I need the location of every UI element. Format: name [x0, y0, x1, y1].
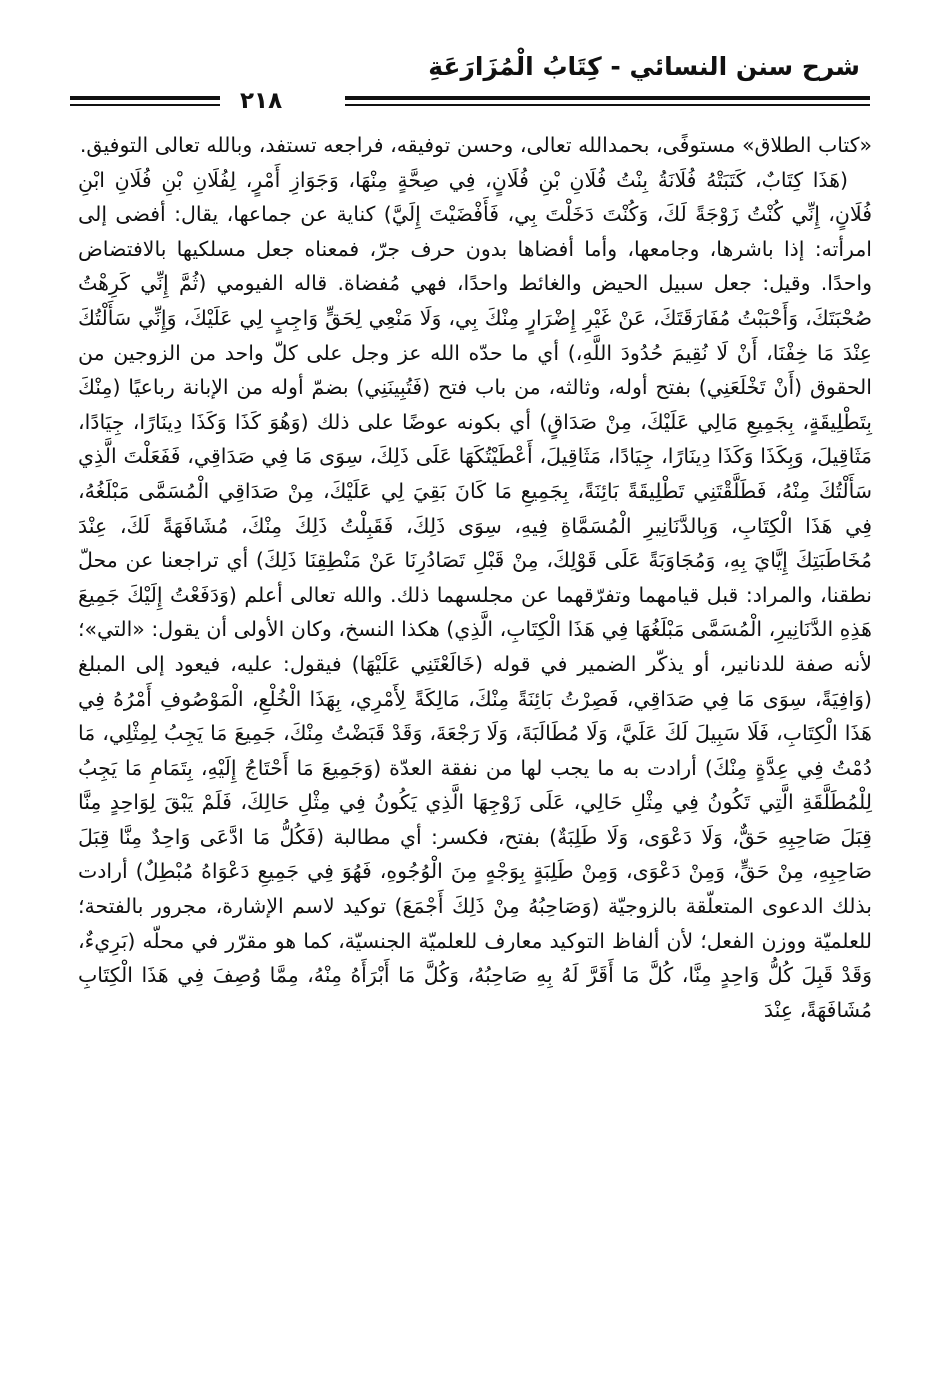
paragraph-1: «كتاب الطلاق» مستوفًى، بحمدالله تعالى، وحسن توفيقه، فراجعه تستفد، وبالله تعالى التوفيق.	[79, 133, 872, 157]
page-number: ٢١٨	[230, 88, 292, 114]
header-rule-thick	[70, 96, 870, 100]
header-rule-thin	[70, 104, 870, 106]
body-text	[78, 128, 872, 1027]
running-title: شرح سنن النسائي - كِتَابُ الْمُزَارَعَةِ	[428, 52, 860, 81]
paragraph-2: (هَذَا كِتَابٌ، كَتَبَتْهُ فُلَانَةُ بِنْتُ فُلَانِ بْنِ فُلَانٍ، فِي صِحَّةٍ مِنْهَا، وَجَوَازِ أَمْرٍ، لِفُلَانِ بْنِ فُلَانِ ابْنِ فُلَانٍ، إِنِّي كُنْتُ زَوْجَةً لَكَ، وَكُنْتَ دَخَلْتَ بِي، فَأَفْضَيْتَ إِلَيَّ) كناية عن جماعها، يقال: أفضى إلى امرأته: إذا باشرها، وجامعها، وأما أفضاها بدون حرف جرّ، فمعناه جعل مسلكيها بالافتضاض واحدًا. وقيل: جعل سبيل الحيض والغائط واحدًا، فهي مُفضاة. قاله الفيومي (ثُمَّ إِنِّي كَرِهْتُ صُحْبَتَكَ، وَأَحْبَبْتُ مُفَارَقَتَكَ، عَنْ غَيْرِ إِضْرَارٍ مِنْكَ بِي، وَلَا مَنْعِي لِحَقٍّ وَاجِبٍ لِي عَلَيْكَ، وَإِنِّي سَأَلْتُكَ عِنْدَ مَا خِفْنَا، أَنْ لَا نُقِيمَ حُدُودَ اللَّهِ،) أي ما حدّه الله عز وجل على كلّ واحد من الزوجين من الحقوق (أَنْ تَخْلَعَنِي) بفتح أوله، وثالثه، من باب فتح (فَتُبِينَنِي) بضمّ أوله من الإبانة رباعيًا (مِنْكَ بِتَطْلِيقَةٍ، بِجَمِيعِ مَالِي عَلَيْكَ، مِنْ صَدَاقٍ) أي بكونه عوضًا على ذلك (وَهُوَ كَذَا وَكَذَا دِينَارًا، جِيَادًا، مَثَاقِيلَ، وَبِكَذَا وَكَذَا دِينَارًا، جِيَادًا، مَثَاقِيلَ، أَعْطَيْتُكَهَا عَلَى ذَلِكَ، سِوَى مَا فِي صَدَاقِي، فَفَعَلْتَ الَّذِي سَأَلْتُكَ مِنْهُ، فَطَلَّقْتَنِي تَطْلِيقَةً بَائِنَةً، بِجَمِيعِ مَا كَانَ بَقِيَ لِي عَلَيْكَ، مِنْ صَدَاقِي الْمُسَمَّى مَبْلَغُهُ، فِي هَذَا الْكِتَابِ، وَبِالدَّنَانِيرِ الْمُسَمَّاةِ فِيهِ، سِوَى ذَلِكَ، فَقَبِلْتُ ذَلِكَ مِنْكَ، مُشَافَهَةً لَكَ، عِنْدَ مُخَاطَبَتِكَ إِيَّايَ بِهِ، وَمُجَاوَبَةً عَلَى قَوْلِكَ، مِنْ قَبْلِ تَصَادُرِنَا عَنْ مَنْطِقِنَا ذَلِكَ) أي تراجعنا عن محلّ نطقنا، والمراد: قبل قيامهما وتفرّقهما عن مجلسهما ذلك. والله تعالى أعلم (وَدَفَعْتُ إِلَيْكَ جَمِيعَ هَذِهِ الدَّنَانِيرِ، الْمُسَمَّى مَبْلَغُهَا فِي هَذَا الْكِتَابِ، الَّذِي) هكذا النسخ، وكان الأولى أن يقول: «التي»؛ لأنه صفة للدنانير، أو يذكّر الضمير في قوله (خَالَعْتَنِي عَلَيْهَا) فيقول: عليه، فيعود إلى المبلغ (وَافِيَةً، سِوَى مَا فِي صَدَاقِي، فَصِرْتُ بَائِنَةً مِنْكَ، مَالِكَةً لِأَمْرِي، بِهَذَا الْخُلْعِ، الْمَوْصُوفِ أَمْرُهُ فِي هَذَا الْكِتَابِ، فَلَا سَبِيلَ لَكَ عَلَيَّ، وَلَا مُطَالَبَةَ، وَلَا رَجْعَةَ، وَقَدْ قَبَضْتُ مِنْكَ، جَمِيعَ مَا يَجِبُ لِمِثْلِي، مَا دُمْتُ فِي عِدَّةٍ مِنْكَ) أرادت به ما يجب لها من نفقة العدّة (وَجَمِيعَ مَا أَحْتَاجُ إِلَيْهِ، بِتَمَامِ مَا يَجِبُ لِلْمُطَلَّقَةِ الَّتِي تَكُونُ فِي مِثْلِ حَالِي، عَلَى زَوْجِهَا الَّذِي يَكُونُ فِي مِثْلِ حَالِكَ، فَلَمْ يَبْقَ لِوَاحِدٍ مِنَّا قِبَلَ صَاحِبِهِ حَقٌّ، وَلَا دَعْوَى، وَلَا طَلِبَةٌ) بفتح، فكسر: أي مطالبة (فَكُلُّ مَا ادَّعَى وَاحِدٌ مِنَّا قِبَلَ صَاحِبِهِ، مِنْ حَقٍّ، وَمِنْ دَعْوَى، وَمِنْ طَلِبَةٍ بِوَجْهٍ مِنَ الْوُجُوهِ، فَهُوَ فِي جَمِيعِ دَعْوَاهُ مُبْطِلٌ) أرادت بذلك الدعوى المتعلّقة بالزوجيّة (وَصَاحِبُهُ مِنْ ذَلِكَ أَجْمَعَ) توكيد لاسم الإشارة، مجرور بالفتحة؛ للعلميّة ووزن الفعل؛ لأن ألفاظ التوكيد معارف للعلميّة الجنسيّة، كما هو مقرّر في محلّه (بَرِيءٌ، وَقَدْ قَبِلَ كُلُّ وَاحِدٍ مِنَّا، كُلَّ مَا أَقَرَّ لَهُ بِهِ صَاحِبُهُ، وَكُلَّ مَا أَبْرَأَهُ مِنْهُ، مِمَّا وُصِفَ فِي هَذَا الْكِتَابِ مُشَافَهَةً، عِنْدَ	[78, 167, 872, 1022]
page-header	[70, 44, 870, 114]
